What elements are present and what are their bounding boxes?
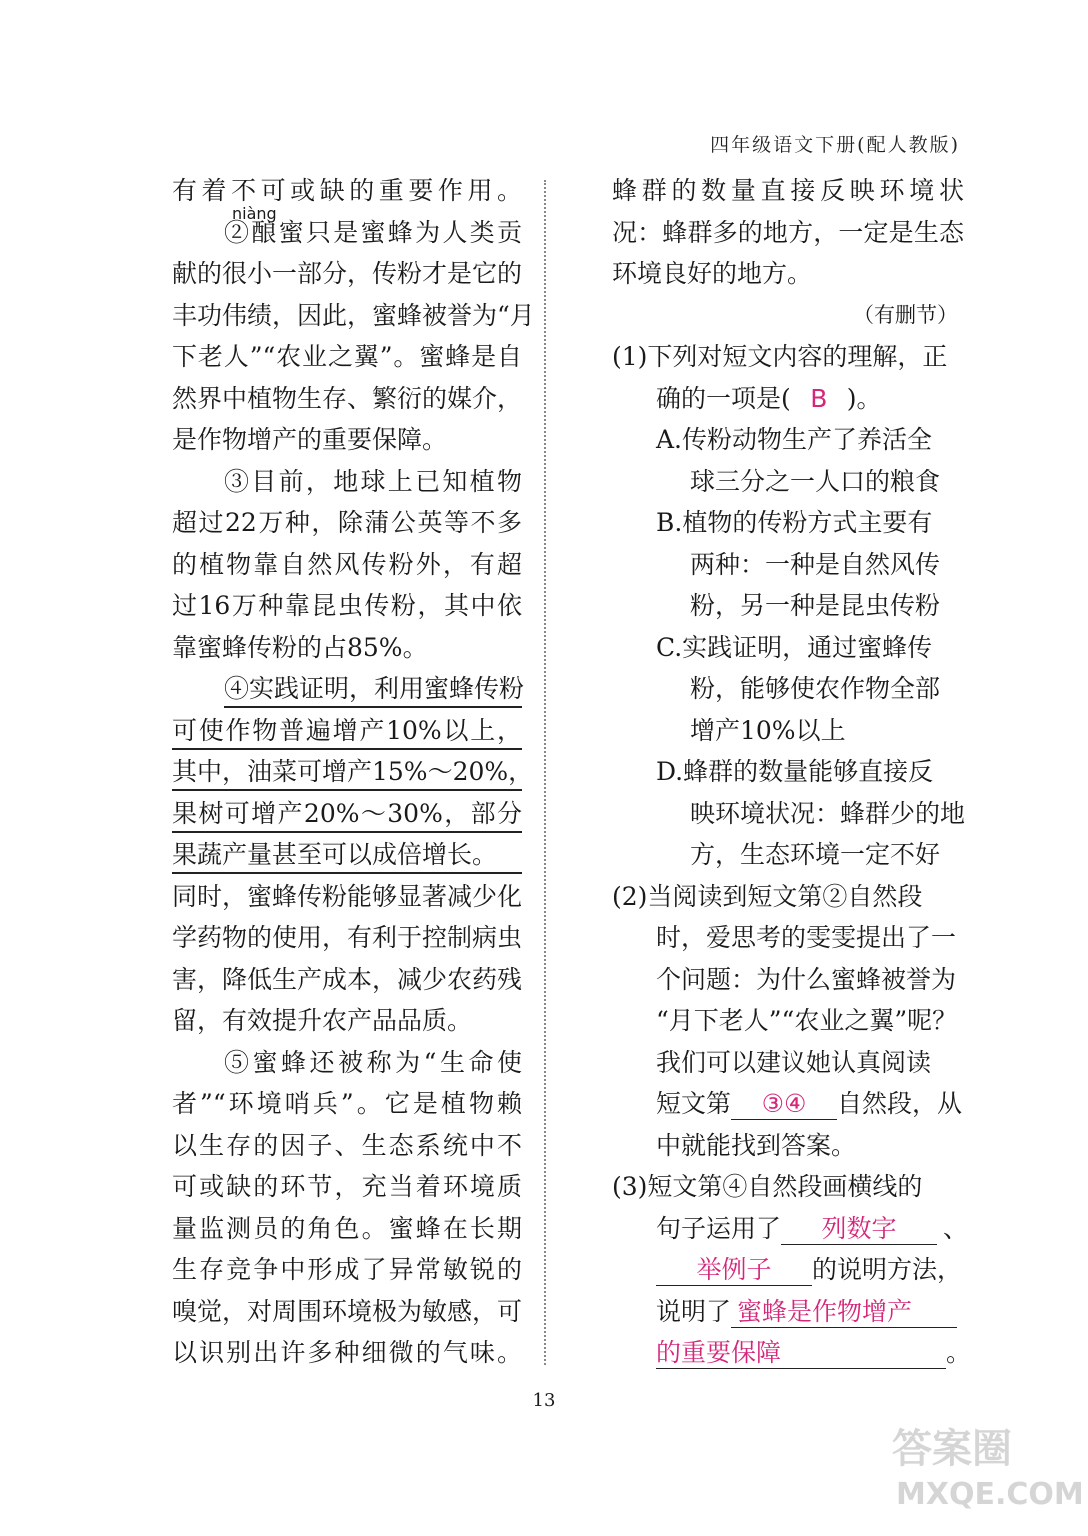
question-2-stem: 时，爱思考的雯雯提出了一 bbox=[656, 923, 957, 952]
questions-right-column bbox=[612, 170, 972, 1374]
option-b: B.植物的传粉方式主要有 bbox=[656, 508, 933, 537]
passage-line: 生存竞争中形成了异常敏锐的 bbox=[172, 1255, 522, 1284]
question-2-stem: 个问题：为什么蜜蜂被誉为 bbox=[656, 964, 957, 994]
pinyin-annotation: niàng bbox=[232, 204, 277, 223]
passage-line: 嗅觉，对周围环境极为敏感，可 bbox=[172, 1296, 523, 1326]
underlined-line: ④实践证明，利用蜜蜂传粉 bbox=[172, 668, 522, 710]
option-d: D.蜂群的数量能够直接反 bbox=[656, 757, 934, 786]
answer-3-3b: 的重要保障 bbox=[656, 1338, 946, 1369]
svg-text:答案圈: 答案圈 bbox=[892, 1426, 1012, 1472]
question-1-stem-2: 确的一项是( B )。 bbox=[612, 378, 964, 420]
question-3-blank-line: 举例子 的说明方法， bbox=[612, 1249, 964, 1291]
question-3-blank-line: 说明了 蜜蜂是作物增产 bbox=[612, 1291, 964, 1333]
passage-line: ⑤蜜蜂还被称为“生命使 bbox=[224, 1047, 522, 1077]
question-2-stem: 中就能找到答案。 bbox=[656, 1130, 857, 1160]
option-c-cont: 增产10%以上 bbox=[690, 715, 846, 745]
passage-line: 环境良好的地方。 bbox=[612, 259, 813, 288]
column-divider bbox=[544, 180, 546, 1365]
passage-line: ②酿蜜只是蜜蜂为人类贡 bbox=[224, 217, 522, 247]
option-b-cont: 两种：一种是自然风传 bbox=[690, 549, 941, 579]
passage-line: 下老人”“农业之翼”。蜜蜂是自 bbox=[172, 342, 522, 371]
option-c-cont: 粉，能够使农作物全部 bbox=[690, 674, 941, 703]
question-1-stem: (1)下列对短文内容的理解，正 bbox=[612, 342, 948, 371]
option-a-cont: 球三分之一人口的粮食 bbox=[690, 466, 941, 496]
question-2-stem: 我们可以建议她认真阅读 bbox=[656, 1047, 932, 1077]
passage-line: 留，有效提升农产品品质。 bbox=[172, 1006, 473, 1035]
svg-text:MXQE.COM: MXQE.COM bbox=[896, 1477, 1084, 1512]
question-2-stem: (2)当阅读到短文第②自然段 bbox=[612, 881, 923, 911]
underlined-line: 可使作物普遍增产10%以上， bbox=[172, 710, 522, 752]
passage-line: 以识别出许多种细微的气味。 bbox=[172, 1338, 522, 1367]
passage-line: 同时，蜜蜂传粉能够显著减少化 bbox=[172, 881, 523, 911]
answer-3-1: 列数字 bbox=[781, 1214, 937, 1245]
passage-line: 有着不可或缺的重要作用。 bbox=[172, 176, 522, 205]
passage-line: 超过22万种，除蒲公英等不多 bbox=[172, 508, 522, 537]
passage-line: 然界中植物生存、繁衍的媒介， bbox=[172, 383, 523, 413]
passage-line: 献的很小一部分，传粉才是它的 bbox=[172, 259, 523, 288]
underlined-line: 果蔬产量甚至可以成倍增长。 bbox=[172, 834, 522, 876]
question-3-stem: (3)短文第④自然段画横线的 bbox=[612, 1172, 923, 1201]
passage-line: 蜂群的数量直接反映环境状 bbox=[612, 176, 964, 205]
answer-3-2: 举例子 bbox=[656, 1255, 812, 1286]
option-b-cont: 粉，另一种是昆虫传粉 bbox=[690, 591, 941, 620]
passage-line: 学药物的使用，有利于控制病虫 bbox=[172, 923, 523, 952]
passage-line: 况：蜂群多的地方，一定是生态 bbox=[612, 217, 964, 247]
answer-3-3a: 蜜蜂是作物增产 bbox=[731, 1297, 957, 1328]
option-c: C.实践证明，通过蜜蜂传 bbox=[656, 632, 933, 662]
watermark-logo bbox=[888, 1414, 1084, 1514]
passage-left-column bbox=[172, 170, 535, 1374]
passage-line: 过16万种靠昆虫传粉，其中依 bbox=[172, 591, 522, 620]
passage-line: 害，降低生产成本，减少农药残 bbox=[172, 964, 523, 994]
book-header: 四年级语文下册(配人教版) bbox=[710, 134, 960, 156]
passage-line: 者”“环境哨兵”。它是植物赖 bbox=[172, 1089, 522, 1118]
passage-line: 是作物增产的重要保障。 bbox=[172, 425, 448, 454]
question-2-stem: “月下老人”“农业之翼”呢？ bbox=[656, 1006, 958, 1035]
page-number: 13 bbox=[532, 1390, 556, 1411]
underlined-line: 其中，油菜可增产15%～20%， bbox=[172, 751, 522, 793]
question-3-blank-line: 句子运用了 列数字 、 bbox=[656, 1213, 969, 1243]
option-a: A.传粉动物生产了养活全 bbox=[656, 425, 933, 454]
answer-2: ③④ bbox=[731, 1089, 837, 1120]
passage-line: 的植物靠自然风传粉外，有超 bbox=[172, 549, 522, 579]
passage-line: 以生存的因子、生态系统中不 bbox=[172, 1130, 522, 1160]
passage-line: 丰功伟绩，因此，蜜蜂被誉为“月 bbox=[172, 300, 535, 330]
answer-1: B bbox=[810, 383, 828, 413]
source-note: （有删节） bbox=[853, 302, 958, 327]
underlined-line: 果树可增产20%～30%，部分 bbox=[172, 793, 522, 835]
question-3-blank-line: 的重要保障 。 bbox=[656, 1338, 972, 1367]
passage-line: ③目前，地球上已知植物 bbox=[224, 466, 522, 496]
passage-line: 量监测员的角色。蜜蜂在长期 bbox=[172, 1213, 522, 1243]
passage-line: 可或缺的环节，充当着环境质 bbox=[172, 1172, 522, 1201]
passage-line: 靠蜜蜂传粉的占85%。 bbox=[172, 632, 428, 662]
option-d-cont: 映环境状况：蜂群少的地 bbox=[690, 798, 966, 828]
option-d-cont: 方，生态环境一定不好 bbox=[690, 840, 941, 869]
question-2-blank-line: 短文第 ③④ 自然段，从 bbox=[656, 1089, 963, 1118]
